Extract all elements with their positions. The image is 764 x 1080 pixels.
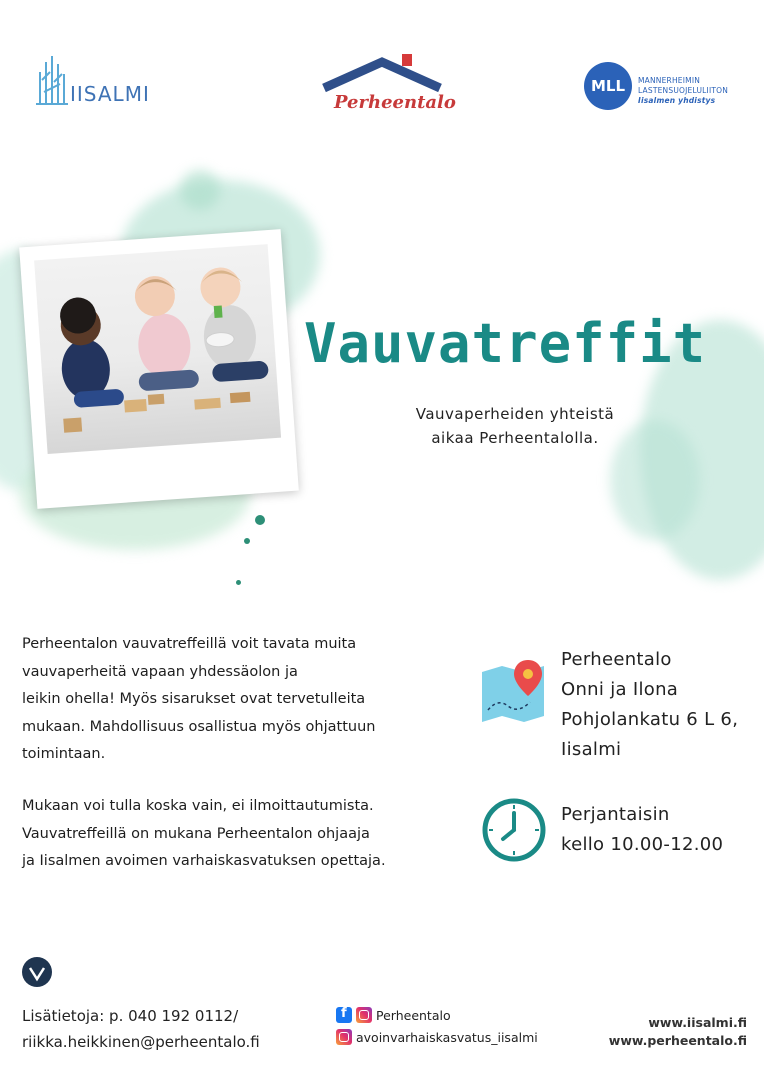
subtitle — [350, 402, 680, 450]
quality-badge-icon — [21, 956, 53, 988]
paragraph-line: vauvaperheitä vapaan yhdessäolon ja — [22, 663, 298, 680]
babies-illustration — [34, 244, 281, 454]
contact-email[interactable]: riikka.heikkinen@perheentalo.fi — [22, 1033, 260, 1051]
babies-photo — [34, 244, 281, 454]
time-line: kello 10.00-12.00 — [561, 834, 724, 855]
description-paragraph-2 — [22, 793, 452, 876]
photo-polaroid — [19, 229, 299, 509]
link-perheentalo[interactable]: www.perheentalo.fi — [608, 1033, 747, 1048]
website-links — [609, 1014, 747, 1050]
social-handle-avoin: avoinvarhaiskasvatus_iisalmi — [356, 1029, 538, 1045]
subtitle-line-1: Vauvaperheiden yhteistä — [415, 405, 615, 423]
mll-line-1: MANNERHEIMIN — [638, 76, 701, 85]
iisalmi-logo — [34, 52, 164, 108]
subtitle-line-2: aikaa Perheentalolla. — [431, 429, 599, 447]
location-line: Onni ja Ilona — [561, 679, 679, 700]
paragraph-line: Mukaan voi tulla koska vain, ei ilmoittautumista. — [22, 798, 374, 814]
mll-badge: MLL — [584, 62, 632, 110]
perheentalo-logo — [320, 52, 456, 116]
mll-logo — [584, 62, 744, 110]
iisalmi-skyline-icon — [34, 52, 74, 108]
map-pin-icon — [478, 658, 548, 724]
location-line: Iisalmi — [561, 739, 622, 760]
house-roof-icon — [320, 52, 444, 96]
instagram-icon — [356, 1007, 372, 1023]
time-line: Perjantaisin — [561, 804, 670, 825]
location-line: Perheentalo — [561, 649, 672, 670]
mll-line-2: LASTENSUOJELULIITON — [638, 86, 729, 95]
iisalmi-logo-text: IISALMI — [70, 82, 150, 106]
description-paragraph-1 — [22, 631, 452, 769]
paragraph-line: toimintaan. — [22, 746, 106, 762]
mll-line-3: Iisalmen yhdistys — [638, 96, 716, 105]
contact-info — [22, 1003, 260, 1055]
perheentalo-logo-text: Perheentalo — [334, 92, 456, 113]
clock-icon — [481, 797, 547, 863]
instagram-icon — [336, 1029, 352, 1045]
paragraph-line: Vauvatreffeillä on mukana Perheentalon ohjaaja — [22, 825, 370, 842]
link-iisalmi[interactable]: www.iisalmi.fi — [648, 1015, 747, 1030]
social-avoinvarhaiskasvatus[interactable] — [336, 1029, 538, 1045]
location-info — [561, 645, 738, 765]
page-title: Vauvatreffit — [304, 312, 707, 375]
contact-phone: Lisätietoja: p. 040 192 0112/ — [22, 1007, 239, 1025]
paragraph-line: leikin ohella! Myös sisarukset ovat tervetulleita — [22, 691, 366, 707]
paragraph-line: Perheentalon vauvatreffeillä voit tavata muita — [22, 636, 357, 652]
time-info — [561, 800, 723, 860]
location-line: Pohjolankatu 6 L 6, — [561, 709, 739, 730]
facebook-icon — [336, 1007, 352, 1023]
social-handle-perheentalo: Perheentalo — [376, 1007, 451, 1023]
social-perheentalo[interactable] — [336, 1007, 451, 1023]
paragraph-line: ja Iisalmen avoimen varhaiskasvatuksen opettaja. — [22, 853, 386, 869]
paragraph-line: mukaan. Mahdollisuus osallistua myös ohjattuun — [22, 718, 376, 735]
